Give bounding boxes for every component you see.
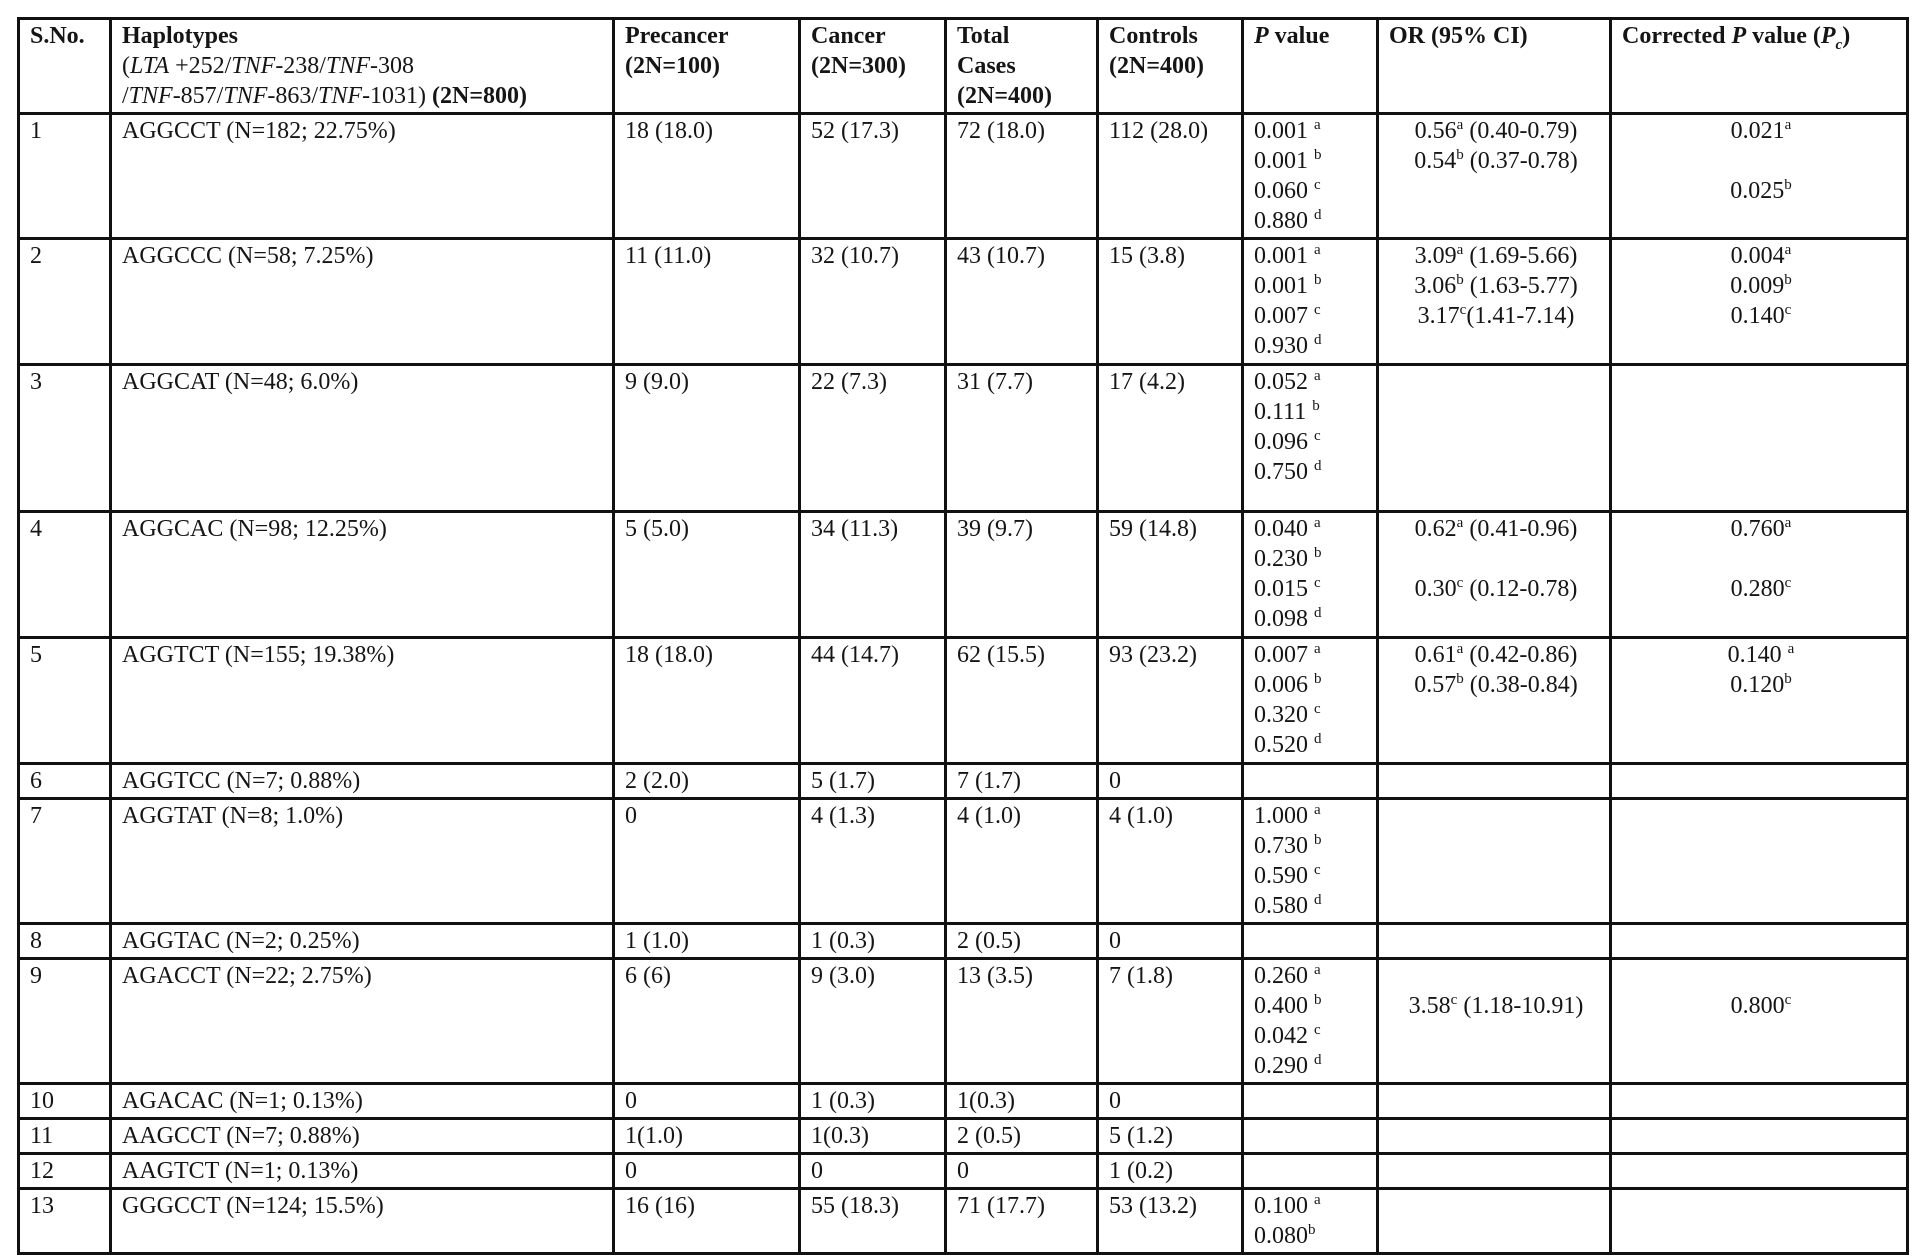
cell-corrected-p bbox=[1611, 799, 1908, 924]
corrected-p-line: 0.021$^a$ bbox=[1730, 117, 1792, 144]
or-line bbox=[1389, 961, 1603, 991]
cell-sno: 1 bbox=[19, 114, 111, 239]
cell-total-cases: 0 bbox=[946, 1154, 1098, 1189]
cell-controls: 1 (0.2) bbox=[1098, 1154, 1243, 1189]
cell-precancer: 9 (9.0) bbox=[614, 365, 800, 512]
or-line: 3.58$^c$ (1.18-10.91) bbox=[1408, 992, 1584, 1019]
cell-or-ci bbox=[1378, 1154, 1611, 1189]
cell-or-ci bbox=[1378, 638, 1611, 764]
cell-cancer: 34 (11.3) bbox=[800, 512, 946, 638]
header-haplotypes-loci-2: /TNF-857/TNF-863/TNF-1031) (2N=800) bbox=[122, 83, 528, 109]
or-line: 0.57$^b$ (0.38-0.84) bbox=[1414, 671, 1578, 698]
header-haplotypes-loci: (LTA +252/TNF-238/TNF-308 bbox=[122, 53, 414, 79]
table-row bbox=[19, 1189, 1908, 1254]
cell-cancer: 0 bbox=[800, 1154, 946, 1189]
cell-p-value bbox=[1243, 1154, 1378, 1189]
p-value-line: 0.590 $^c$ bbox=[1254, 862, 1321, 889]
cell-controls: 0 bbox=[1098, 764, 1243, 799]
cell-sno: 2 bbox=[19, 239, 111, 365]
corrected-p-line bbox=[1622, 544, 1900, 574]
cell-corrected-p bbox=[1611, 114, 1908, 239]
cell-controls: 15 (3.8) bbox=[1098, 239, 1243, 365]
table-row bbox=[19, 638, 1908, 764]
or-line: 3.06$^b$ (1.63-5.77) bbox=[1414, 272, 1578, 299]
cell-controls: 53 (13.2) bbox=[1098, 1189, 1243, 1254]
cell-cancer: 9 (3.0) bbox=[800, 959, 946, 1084]
p-value-line: 0.400 $^b$ bbox=[1254, 992, 1322, 1019]
cell-precancer: 2 (2.0) bbox=[614, 764, 800, 799]
cell-haplotype: AGGCAC (N=98; 12.25%) bbox=[111, 512, 614, 638]
cell-haplotype: AAGCCT (N=7; 0.88%) bbox=[111, 1119, 614, 1154]
header-p-value: P value bbox=[1243, 19, 1378, 114]
cell-corrected-p bbox=[1611, 638, 1908, 764]
cell-controls: 5 (1.2) bbox=[1098, 1119, 1243, 1154]
cell-haplotype: AGGCCC (N=58; 7.25%) bbox=[111, 239, 614, 365]
cell-or-ci bbox=[1378, 799, 1611, 924]
cell-sno: 3 bbox=[19, 365, 111, 512]
p-value-line: 0.060 $^c$ bbox=[1254, 177, 1321, 204]
p-value-line: 0.015 $^c$ bbox=[1254, 575, 1321, 602]
p-value-line: 1.000 $^a$ bbox=[1254, 802, 1321, 829]
cell-or-ci bbox=[1378, 114, 1611, 239]
cell-precancer: 16 (16) bbox=[614, 1189, 800, 1254]
header-haplotypes bbox=[111, 19, 614, 114]
cell-sno: 9 bbox=[19, 959, 111, 1084]
cell-p-value bbox=[1243, 114, 1378, 239]
cell-cancer: 55 (18.3) bbox=[800, 1189, 946, 1254]
p-value-line: 0.007 $^a$ bbox=[1254, 641, 1321, 668]
table-row bbox=[19, 764, 1908, 799]
p-value-line: 0.040 $^a$ bbox=[1254, 515, 1321, 542]
or-line: 3.09$^a$ (1.69-5.66) bbox=[1414, 242, 1578, 269]
cell-controls: 59 (14.8) bbox=[1098, 512, 1243, 638]
p-value-line: 0.930 $^d$ bbox=[1254, 332, 1322, 359]
cell-corrected-p bbox=[1611, 764, 1908, 799]
corrected-p-line: 0.004$^a$ bbox=[1730, 242, 1792, 269]
p-value-line: 0.052 $^a$ bbox=[1254, 368, 1321, 395]
cell-p-value bbox=[1243, 512, 1378, 638]
cell-sno: 8 bbox=[19, 924, 111, 959]
cell-p-value bbox=[1243, 239, 1378, 365]
p-value-line: 0.080$^b$ bbox=[1254, 1222, 1316, 1249]
cell-cancer: 4 (1.3) bbox=[800, 799, 946, 924]
p-value-line: 0.580 $^d$ bbox=[1254, 892, 1322, 919]
cell-sno: 4 bbox=[19, 512, 111, 638]
header-corrected-p: Corrected P value $(P_c)$ bbox=[1611, 19, 1908, 114]
cell-p-value bbox=[1243, 959, 1378, 1084]
haplotype-table bbox=[17, 17, 1909, 1255]
p-value-line: 0.230 $^b$ bbox=[1254, 545, 1322, 572]
p-value-line: 0.100 $^a$ bbox=[1254, 1192, 1321, 1219]
header-total-cases: Total Cases (2N=400) bbox=[946, 19, 1098, 114]
cell-p-value bbox=[1243, 799, 1378, 924]
corrected-p-line: 0.009$^b$ bbox=[1730, 272, 1792, 299]
cell-haplotype: AGGTAT (N=8; 1.0%) bbox=[111, 799, 614, 924]
cell-precancer: 0 bbox=[614, 799, 800, 924]
cell-cancer: 22 (7.3) bbox=[800, 365, 946, 512]
or-line bbox=[1389, 544, 1603, 574]
cell-corrected-p bbox=[1611, 1119, 1908, 1154]
or-line: 3.17$^c$(1.41-7.14) bbox=[1417, 302, 1575, 329]
cell-or-ci bbox=[1378, 239, 1611, 365]
cell-total-cases: 71 (17.7) bbox=[946, 1189, 1098, 1254]
cell-sno: 12 bbox=[19, 1154, 111, 1189]
p-value-line: 0.001 $^b$ bbox=[1254, 147, 1322, 174]
header-sno: S.No. bbox=[19, 19, 111, 114]
cell-total-cases: 13 (3.5) bbox=[946, 959, 1098, 1084]
p-value-line: 0.290 $^d$ bbox=[1254, 1052, 1322, 1079]
corrected-p-line: 0.760$^a$ bbox=[1730, 515, 1792, 542]
cell-or-ci bbox=[1378, 959, 1611, 1084]
p-value-line: 0.260 $^a$ bbox=[1254, 962, 1321, 989]
cell-p-value bbox=[1243, 924, 1378, 959]
table-row bbox=[19, 959, 1908, 1084]
p-value-line: 0.880 $^d$ bbox=[1254, 207, 1322, 234]
or-line: 0.62$^a$ (0.41-0.96) bbox=[1414, 515, 1578, 542]
p-value-line: 0.001 $^b$ bbox=[1254, 272, 1322, 299]
cell-p-value bbox=[1243, 365, 1378, 512]
cell-or-ci bbox=[1378, 1119, 1611, 1154]
cell-total-cases: 43 (10.7) bbox=[946, 239, 1098, 365]
cell-sno: 6 bbox=[19, 764, 111, 799]
cell-p-value bbox=[1243, 764, 1378, 799]
cell-sno: 13 bbox=[19, 1189, 111, 1254]
cell-haplotype: AGGCCT (N=182; 22.75%) bbox=[111, 114, 614, 239]
cell-precancer: 5 (5.0) bbox=[614, 512, 800, 638]
cell-controls: 93 (23.2) bbox=[1098, 638, 1243, 764]
cell-or-ci bbox=[1378, 512, 1611, 638]
cell-total-cases: 39 (9.7) bbox=[946, 512, 1098, 638]
cell-total-cases: 7 (1.7) bbox=[946, 764, 1098, 799]
cell-p-value bbox=[1243, 1119, 1378, 1154]
corrected-p-line: 0.140$^c$ bbox=[1730, 302, 1792, 329]
header-or-ci: OR (95% CI) bbox=[1378, 19, 1611, 114]
corrected-p-line: 0.800$^c$ bbox=[1730, 992, 1792, 1019]
table-row bbox=[19, 239, 1908, 365]
cell-precancer: 1 (1.0) bbox=[614, 924, 800, 959]
cell-or-ci bbox=[1378, 924, 1611, 959]
or-line: 0.56$^a$ (0.40-0.79) bbox=[1414, 117, 1578, 144]
p-value-line: 0.111 $^b$ bbox=[1254, 398, 1320, 425]
or-line: 0.54$^b$ (0.37-0.78) bbox=[1414, 147, 1578, 174]
cell-precancer: 18 (18.0) bbox=[614, 638, 800, 764]
table-row bbox=[19, 924, 1908, 959]
table-row bbox=[19, 799, 1908, 924]
cell-sno: 7 bbox=[19, 799, 111, 924]
cell-sno: 11 bbox=[19, 1119, 111, 1154]
cell-precancer: 18 (18.0) bbox=[614, 114, 800, 239]
cell-sno: 10 bbox=[19, 1084, 111, 1119]
header-haplotypes-title: Haplotypes bbox=[122, 23, 239, 49]
cell-total-cases: 2 (0.5) bbox=[946, 1119, 1098, 1154]
table-row bbox=[19, 114, 1908, 239]
cell-corrected-p bbox=[1611, 924, 1908, 959]
cell-controls: 0 bbox=[1098, 1084, 1243, 1119]
cell-precancer: 1(1.0) bbox=[614, 1119, 800, 1154]
cell-total-cases: 1(0.3) bbox=[946, 1084, 1098, 1119]
p-value-line: 0.520 $^d$ bbox=[1254, 731, 1322, 758]
or-line: 0.30$^c$ (0.12-0.78) bbox=[1414, 575, 1578, 602]
or-line: 0.61$^a$ (0.42-0.86) bbox=[1414, 641, 1578, 668]
cell-cancer: 1(0.3) bbox=[800, 1119, 946, 1154]
p-value-line: 0.750 $^d$ bbox=[1254, 458, 1322, 485]
cell-corrected-p bbox=[1611, 239, 1908, 365]
cell-sno: 5 bbox=[19, 638, 111, 764]
cell-haplotype: AGACCT (N=22; 2.75%) bbox=[111, 959, 614, 1084]
p-value-line: 0.730 $^b$ bbox=[1254, 832, 1322, 859]
corrected-p-line: 0.140 $^a$ bbox=[1727, 641, 1795, 668]
cell-corrected-p bbox=[1611, 512, 1908, 638]
cell-or-ci bbox=[1378, 365, 1611, 512]
header-row bbox=[19, 19, 1908, 114]
cell-or-ci bbox=[1378, 1189, 1611, 1254]
table-row bbox=[19, 365, 1908, 512]
cell-haplotype: AAGTCT (N=1; 0.13%) bbox=[111, 1154, 614, 1189]
cell-controls: 0 bbox=[1098, 924, 1243, 959]
cell-p-value bbox=[1243, 1084, 1378, 1119]
cell-total-cases: 72 (18.0) bbox=[946, 114, 1098, 239]
cell-corrected-p bbox=[1611, 1154, 1908, 1189]
table-row bbox=[19, 1084, 1908, 1119]
cell-controls: 17 (4.2) bbox=[1098, 365, 1243, 512]
cell-total-cases: 2 (0.5) bbox=[946, 924, 1098, 959]
cell-controls: 112 (28.0) bbox=[1098, 114, 1243, 239]
p-value-line: 0.042 $^c$ bbox=[1254, 1022, 1321, 1049]
cell-controls: 7 (1.8) bbox=[1098, 959, 1243, 1084]
cell-p-value bbox=[1243, 638, 1378, 764]
table-row bbox=[19, 512, 1908, 638]
cell-total-cases: 31 (7.7) bbox=[946, 365, 1098, 512]
cell-precancer: 11 (11.0) bbox=[614, 239, 800, 365]
p-value-line: 0.320 $^c$ bbox=[1254, 701, 1321, 728]
p-value-line: 0.001 $^a$ bbox=[1254, 242, 1321, 269]
cell-cancer: 52 (17.3) bbox=[800, 114, 946, 239]
p-value-line: 0.007 $^c$ bbox=[1254, 302, 1321, 329]
cell-cancer: 5 (1.7) bbox=[800, 764, 946, 799]
cell-cancer: 44 (14.7) bbox=[800, 638, 946, 764]
cell-or-ci bbox=[1378, 764, 1611, 799]
corrected-p-line: 0.280$^c$ bbox=[1730, 575, 1792, 602]
cell-cancer: 1 (0.3) bbox=[800, 924, 946, 959]
p-value-line: 0.006 $^b$ bbox=[1254, 671, 1322, 698]
cell-total-cases: 4 (1.0) bbox=[946, 799, 1098, 924]
header-controls: Controls (2N=400) bbox=[1098, 19, 1243, 114]
cell-haplotype: AGGCAT (N=48; 6.0%) bbox=[111, 365, 614, 512]
p-value-line: 0.098 $^d$ bbox=[1254, 605, 1322, 632]
corrected-p-line bbox=[1622, 146, 1900, 176]
corrected-p-line bbox=[1622, 961, 1900, 991]
cell-cancer: 1 (0.3) bbox=[800, 1084, 946, 1119]
table-row bbox=[19, 1119, 1908, 1154]
cell-or-ci bbox=[1378, 1084, 1611, 1119]
cell-p-value bbox=[1243, 1189, 1378, 1254]
cell-total-cases: 62 (15.5) bbox=[946, 638, 1098, 764]
cell-precancer: 0 bbox=[614, 1084, 800, 1119]
cell-corrected-p bbox=[1611, 365, 1908, 512]
p-value-line: 0.001 $^a$ bbox=[1254, 117, 1321, 144]
cell-haplotype: GGGCCT (N=124; 15.5%) bbox=[111, 1189, 614, 1254]
p-value-line: 0.096 $^c$ bbox=[1254, 428, 1321, 455]
cell-cancer: 32 (10.7) bbox=[800, 239, 946, 365]
cell-haplotype: AGGTAC (N=2; 0.25%) bbox=[111, 924, 614, 959]
cell-haplotype: AGGTCT (N=155; 19.38%) bbox=[111, 638, 614, 764]
header-precancer: Precancer (2N=100) bbox=[614, 19, 800, 114]
table-body bbox=[19, 114, 1908, 1254]
cell-precancer: 6 (6) bbox=[614, 959, 800, 1084]
cell-corrected-p bbox=[1611, 1189, 1908, 1254]
cell-corrected-p bbox=[1611, 1084, 1908, 1119]
cell-haplotype: AGGTCC (N=7; 0.88%) bbox=[111, 764, 614, 799]
cell-precancer: 0 bbox=[614, 1154, 800, 1189]
cell-controls: 4 (1.0) bbox=[1098, 799, 1243, 924]
cell-corrected-p bbox=[1611, 959, 1908, 1084]
corrected-p-line: 0.120$^b$ bbox=[1730, 671, 1792, 698]
table-row bbox=[19, 1154, 1908, 1189]
corrected-p-line: 0.025$^b$ bbox=[1730, 177, 1792, 204]
cell-haplotype: AGACAC (N=1; 0.13%) bbox=[111, 1084, 614, 1119]
header-cancer: Cancer (2N=300) bbox=[800, 19, 946, 114]
